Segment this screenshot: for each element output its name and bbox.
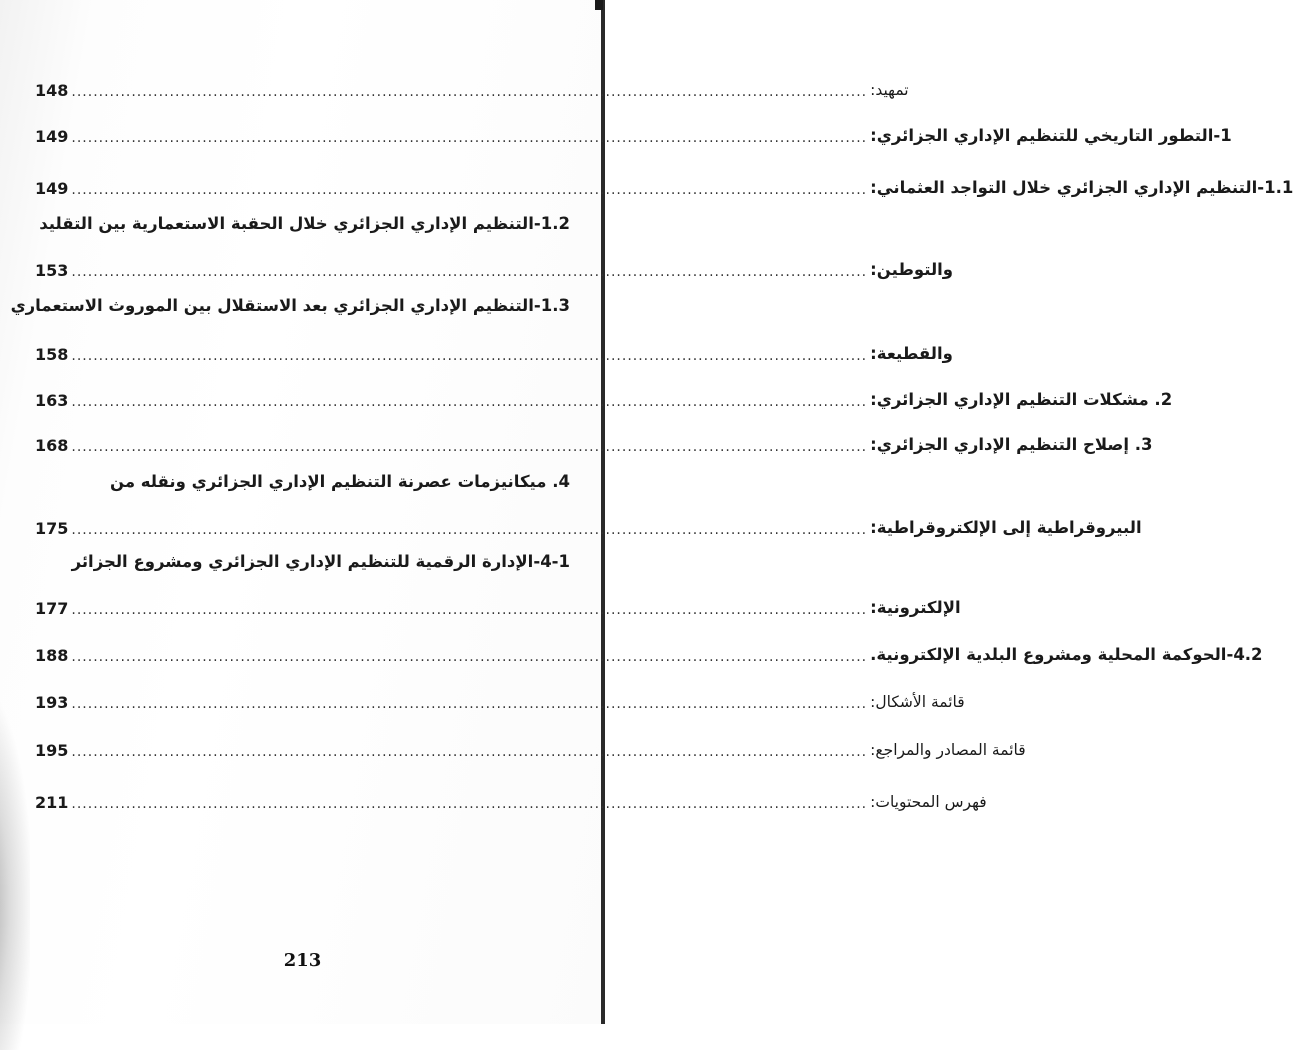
toc-page-number: 177 bbox=[35, 599, 69, 618]
toc-leader-dots: .................................................................................................................................................. bbox=[71, 602, 868, 618]
thumb-shadow bbox=[0, 690, 30, 1050]
toc-title: فهرس المحتويات: bbox=[870, 793, 987, 811]
toc-leader-dots: .................................................................................................................................................. bbox=[71, 696, 868, 712]
toc-title: تمهيد: bbox=[870, 81, 909, 99]
toc-leader-dots: .................................................................................................................................................. bbox=[71, 744, 868, 760]
toc-title: قائمة الأشكال: bbox=[870, 693, 965, 711]
toc-title-line-1: 1.2-التنظيم الإداري الجزائري خلال الحقبة الاستعمارية بين التقليد bbox=[39, 214, 570, 233]
toc-page-number: 153 bbox=[35, 261, 69, 280]
toc-leader-dots: .................................................................................................................................................. bbox=[71, 394, 868, 410]
toc-page-number: 158 bbox=[35, 345, 69, 364]
toc-leader-dots: .................................................................................................................................................. bbox=[71, 522, 868, 538]
toc-title-line-2: الإلكترونية: bbox=[870, 598, 961, 617]
toc-page-number: 168 bbox=[35, 436, 69, 455]
toc-title-line-1: 1.3-التنظيم الإداري الجزائري بعد الاستقلال بين الموروث الاستعماري bbox=[10, 296, 570, 315]
corner-mark bbox=[595, 0, 603, 10]
toc-title: قائمة المصادر والمراجع: bbox=[870, 741, 1026, 759]
toc-page-number: 195 bbox=[35, 741, 69, 760]
page-edge bbox=[601, 0, 605, 1024]
toc-leader-dots: .................................................................................................................................................. bbox=[71, 796, 868, 812]
toc-page-number: 211 bbox=[35, 793, 69, 812]
toc-page-number: 175 bbox=[35, 519, 69, 538]
toc-page-number: 148 bbox=[35, 81, 69, 100]
toc-leader-dots: .................................................................................................................................................. bbox=[71, 130, 868, 146]
toc-title: 2. مشكلات التنظيم الإداري الجزائري: bbox=[870, 390, 1173, 409]
toc-page-number: 163 bbox=[35, 391, 69, 410]
toc-page-number: 149 bbox=[35, 127, 69, 146]
toc-title-line-2: والقطيعة: bbox=[870, 344, 953, 363]
toc-title-line-2: البيروقراطية إلى الإلكتروقراطية: bbox=[870, 518, 1142, 537]
toc-title: 3. إصلاح التنظيم الإداري الجزائري: bbox=[870, 435, 1153, 454]
toc-leader-dots: .................................................................................................................................................. bbox=[71, 182, 868, 198]
toc-page-number: 149 bbox=[35, 179, 69, 198]
toc-leader-dots: .................................................................................................................................................. bbox=[71, 84, 868, 100]
toc-title-line-1: 4-1-الإدارة الرقمية للتنظيم الإداري الجزائري ومشروع الجزائر bbox=[71, 552, 570, 571]
toc-leader-dots: .................................................................................................................................................. bbox=[71, 348, 868, 364]
toc-title-line-1: 4. ميكانيزمات عصرنة التنظيم الإداري الجزائري ونقله من bbox=[109, 472, 570, 491]
toc-page-number: 193 bbox=[35, 693, 69, 712]
page-number: 213 bbox=[283, 950, 322, 971]
toc-title: 1-التطور التاريخي للتنظيم الإداري الجزائري: bbox=[870, 126, 1232, 145]
toc-leader-dots: .................................................................................................................................................. bbox=[71, 264, 868, 280]
toc-title: 1.1-التنظيم الإداري الجزائري خلال التواجد العثماني: bbox=[870, 178, 1293, 197]
toc-title: 4.2-الحوكمة المحلية ومشروع البلدية الإلكترونية. bbox=[870, 645, 1263, 664]
toc-leader-dots: .................................................................................................................................................. bbox=[71, 439, 868, 455]
toc-page-number: 188 bbox=[35, 646, 69, 665]
toc-title-line-2: والتوطين: bbox=[870, 260, 954, 279]
toc-leader-dots: .................................................................................................................................................. bbox=[71, 649, 868, 665]
